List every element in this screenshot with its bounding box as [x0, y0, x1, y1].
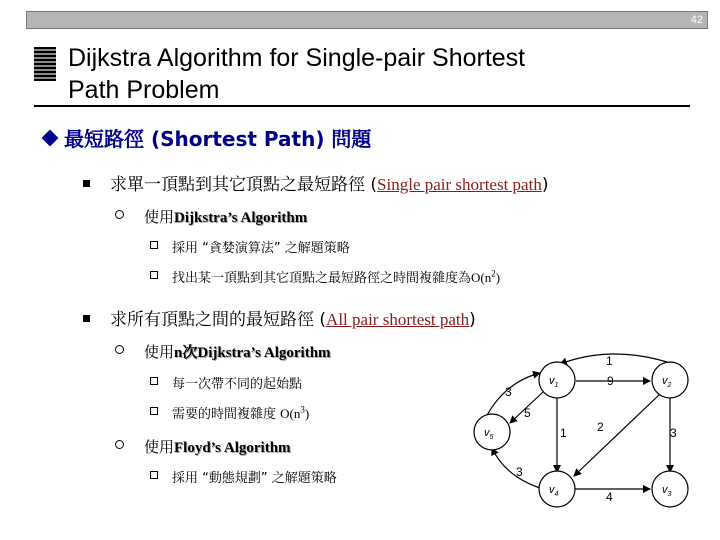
weight-label: 5	[524, 406, 531, 420]
edge-v2-v1-top	[560, 354, 667, 364]
weight-label: 3	[516, 465, 523, 479]
item-text: 使用	[144, 438, 175, 456]
slide-title-line2: Path Problem	[68, 76, 220, 104]
item-text: 求單一頂點到其它頂點之最短路徑 (	[110, 175, 378, 195]
item-text: 需要的時間複雜度	[172, 407, 281, 422]
item-text: 每一次帶不同的起始點	[172, 377, 303, 392]
edge-v2-v4	[574, 394, 660, 476]
item-term: n次Dijkstra’s Algorithm	[174, 345, 331, 361]
node-v2	[652, 362, 688, 398]
item-close: )	[541, 175, 549, 195]
node-v1	[539, 362, 575, 398]
weight-label: 1	[606, 354, 613, 368]
item-term: Dijkstra’s Algorithm	[174, 210, 308, 226]
paren-close: )	[304, 406, 310, 421]
item-text: 採用 “貪婪演算法” 之解題策略	[172, 241, 350, 256]
item-text: 求所有頂點之間的最短路徑 (	[110, 310, 327, 330]
item-term: Floyd’s Algorithm	[174, 440, 291, 456]
weight-label: 4	[606, 490, 613, 504]
item-close: )	[469, 310, 476, 330]
paren-open: (n	[480, 270, 492, 285]
weight-label: 3	[670, 426, 677, 440]
exponent: 2	[491, 268, 496, 279]
weight-label: 2	[597, 420, 604, 434]
exponent: 3	[300, 404, 305, 415]
item-term: Single pair shortest path	[377, 175, 542, 194]
node-v4	[539, 471, 575, 507]
paren-open: (n	[289, 406, 301, 421]
heading-text: 最短路徑 (Shortest Path) 問題	[64, 127, 372, 151]
paren-close: )	[495, 270, 501, 285]
node-v5	[474, 414, 510, 450]
svg-text:v5: $v_5$	[484, 427, 494, 441]
svg-text:v4: $v_4$	[549, 484, 559, 498]
big-o: O	[471, 270, 481, 285]
page-number: 42	[690, 14, 703, 26]
weight-label: 1	[560, 426, 567, 440]
svg-text:v2: $v_2$	[662, 375, 672, 389]
edge-v5-v1	[486, 373, 540, 417]
slide-title-line1: Dijkstra Algorithm for Single-pair Shortest	[68, 44, 526, 72]
big-o: O	[280, 406, 290, 421]
item-text: 採用 “動態規劃” 之解題策略	[172, 471, 337, 486]
svg-text:v3: $v_3$	[662, 484, 672, 498]
svg-text:v1: $v_1$	[549, 375, 559, 389]
item-text: 使用	[144, 208, 175, 226]
node-v3	[652, 471, 688, 507]
item-text: 找出某一頂點到其它頂點之最短路徑之時間複雜度為	[172, 271, 472, 286]
weight-label: 9	[607, 374, 614, 388]
weight-label: 3	[505, 385, 512, 399]
item-term: All pair shortest path	[326, 310, 470, 329]
item-text: 使用	[144, 343, 175, 361]
